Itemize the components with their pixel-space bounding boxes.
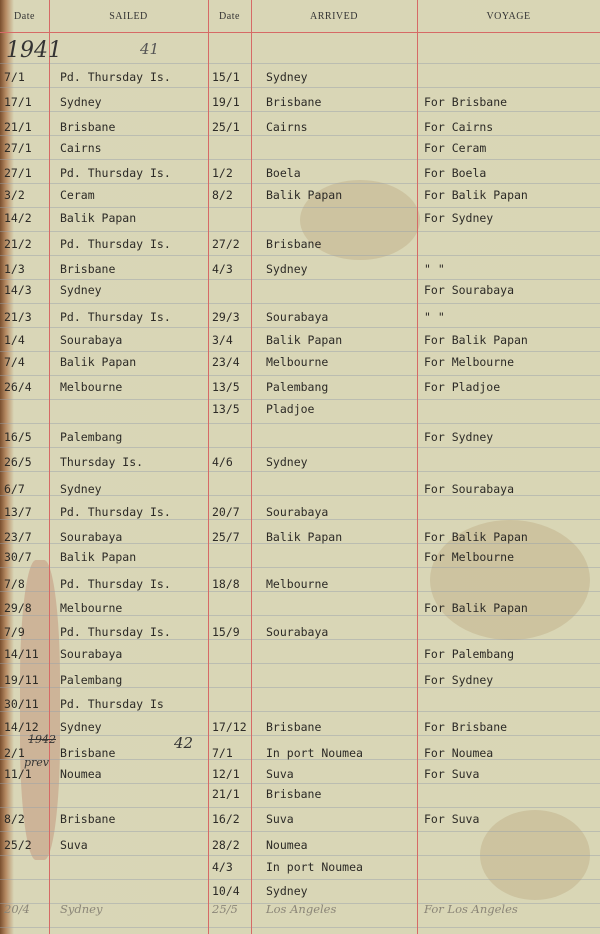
cell-date-a: 15/1	[212, 70, 240, 84]
cell-voyage: For Noumea	[424, 746, 494, 760]
cell-date-s: 17/1	[4, 95, 32, 109]
cell-voyage: For Suva	[424, 767, 480, 781]
cell-date-a: 4/3	[212, 860, 233, 874]
cell-date-s: 2/1	[4, 746, 25, 760]
cell-date-s: 27/1	[4, 141, 32, 155]
cell-arrived: Sourabaya	[266, 310, 329, 324]
cell-date-a: 27/2	[212, 237, 240, 251]
cell-date-a: 13/5	[212, 402, 240, 416]
cell-date-a: 23/4	[212, 355, 240, 369]
cell-date-a: 28/2	[212, 838, 240, 852]
cell-voyage: For Suva	[424, 812, 480, 826]
cell-date-s: 19/11	[4, 673, 39, 687]
cell-voyage: " "	[424, 310, 445, 324]
cell-arrived: In port Noumea	[266, 746, 363, 760]
cell-date-a: 25/7	[212, 530, 240, 544]
cell-arrived: Brisbane	[266, 95, 322, 109]
cell-voyage: For Sourabaya	[424, 482, 515, 496]
cell-date-s: 29/8	[4, 601, 32, 615]
cell-sailed: Noumea	[60, 767, 102, 781]
cell-date-s: 13/7	[4, 505, 32, 519]
cell-sailed: Melbourne	[60, 380, 123, 394]
cell-date-s: 26/4	[4, 380, 32, 394]
cell-date-s: 21/3	[4, 310, 32, 324]
cell-sailed: Pd. Thursday Is	[60, 697, 164, 711]
cell-sailed: Balik Papan	[60, 355, 137, 369]
cell-arrived: Melbourne	[266, 355, 329, 369]
cell-sailed: Pd. Thursday Is.	[60, 505, 171, 519]
cell-date-a: 8/2	[212, 188, 233, 202]
cell-voyage: " "	[424, 262, 445, 276]
cell-arrived: Pladjoe	[266, 402, 315, 416]
cell-sailed: Brisbane	[60, 746, 116, 760]
header-date-arrived: Date	[219, 10, 240, 22]
cell-sailed: Pd. Thursday Is.	[60, 70, 171, 84]
cell-sailed: Balik Papan	[60, 211, 137, 225]
cell-date-s: 3/2	[4, 188, 25, 202]
cell-arrived: Cairns	[266, 120, 308, 134]
cell-voyage: For Cairns	[424, 120, 494, 134]
cell-date-a: 25/1	[212, 120, 240, 134]
cell-arrived: In port Noumea	[266, 860, 363, 874]
cell-date-s: 7/9	[4, 625, 25, 639]
cell-voyage: For Los Angeles	[424, 902, 518, 916]
cell-voyage: For Sydney	[424, 673, 494, 687]
cell-arrived: Balik Papan	[266, 333, 343, 347]
cell-date-s: 30/11	[4, 697, 39, 711]
cell-date-s: 16/5	[4, 430, 32, 444]
cell-date-s: 11/1	[4, 767, 32, 781]
cell-arrived: Suva	[266, 767, 294, 781]
cell-date-s: 1/4	[4, 333, 25, 347]
cell-arrived: Los Angeles	[266, 902, 337, 916]
cell-date-s: 21/2	[4, 237, 32, 251]
side-mark: 42	[174, 734, 194, 752]
cell-date-a: 20/7	[212, 505, 240, 519]
cell-voyage: For Brisbane	[424, 720, 508, 734]
year-1942: 1942	[28, 733, 56, 746]
cell-sailed: Sydney	[60, 95, 102, 109]
cell-sailed: Palembang	[60, 430, 123, 444]
cell-voyage: For Pladjoe	[424, 380, 501, 394]
cell-voyage: For Balik Papan	[424, 530, 528, 544]
cell-date-s: 25/2	[4, 838, 32, 852]
cell-arrived: Sydney	[266, 884, 308, 898]
margin-mark: 41	[140, 40, 160, 58]
cell-voyage: For Sourabaya	[424, 283, 515, 297]
cell-date-a: 18/8	[212, 577, 240, 591]
header-sailed: SAILED	[109, 10, 148, 22]
cell-date-a: 1/2	[212, 166, 233, 180]
cell-sailed: Palembang	[60, 673, 123, 687]
cell-date-s: 8/2	[4, 812, 25, 826]
cell-voyage: For Brisbane	[424, 95, 508, 109]
cell-date-a: 19/1	[212, 95, 240, 109]
header-voyage: VOYAGE	[486, 10, 531, 22]
cell-voyage: For Melbourne	[424, 550, 515, 564]
cell-voyage: For Boela	[424, 166, 487, 180]
cell-sailed: Ceram	[60, 188, 95, 202]
cell-date-a: 25/5	[212, 902, 238, 916]
cell-arrived: Sydney	[266, 262, 308, 276]
cell-date-s: 7/1	[4, 70, 25, 84]
cell-date-a: 17/12	[212, 720, 247, 734]
cell-arrived: Sydney	[266, 70, 308, 84]
prev-note: prev	[24, 756, 50, 769]
cell-arrived: Sydney	[266, 455, 308, 469]
cell-date-a: 13/5	[212, 380, 240, 394]
cell-date-s: 27/1	[4, 166, 32, 180]
header-arrived: ARRIVED	[310, 10, 358, 22]
cell-sailed: Brisbane	[60, 120, 116, 134]
cell-sailed: Sourabaya	[60, 647, 123, 661]
header-date-sailed: Date	[14, 10, 35, 22]
cell-voyage: For Ceram	[424, 141, 487, 155]
cell-voyage: For Sydney	[424, 211, 494, 225]
cell-arrived: Noumea	[266, 838, 308, 852]
cell-sailed: Sourabaya	[60, 333, 123, 347]
cell-arrived: Melbourne	[266, 577, 329, 591]
cell-voyage: For Palembang	[424, 647, 515, 661]
cell-sailed: Pd. Thursday Is.	[60, 310, 171, 324]
cell-date-s: 1/3	[4, 262, 25, 276]
cell-voyage: For Balik Papan	[424, 333, 528, 347]
cell-arrived: Brisbane	[266, 787, 322, 801]
cell-sailed: Brisbane	[60, 262, 116, 276]
cell-sailed: Sydney	[60, 482, 102, 496]
year-1941: 1941	[6, 38, 62, 63]
cell-date-a: 3/4	[212, 333, 233, 347]
cell-date-s: 7/4	[4, 355, 25, 369]
cell-date-s: 20/4	[4, 902, 30, 916]
cell-voyage: For Melbourne	[424, 355, 515, 369]
cell-sailed: Cairns	[60, 141, 102, 155]
cell-sailed: Sydney	[60, 720, 102, 734]
cell-date-s: 23/7	[4, 530, 32, 544]
cell-date-a: 4/3	[212, 262, 233, 276]
cell-arrived: Brisbane	[266, 720, 322, 734]
cell-sailed: Pd. Thursday Is.	[60, 237, 171, 251]
cell-arrived: Balik Papan	[266, 530, 343, 544]
cell-sailed: Pd. Thursday Is.	[60, 577, 171, 591]
cell-date-s: 21/1	[4, 120, 32, 134]
cell-arrived: Boela	[266, 166, 301, 180]
cell-date-a: 10/4	[212, 884, 240, 898]
cell-sailed: Brisbane	[60, 812, 116, 826]
cell-arrived: Palembang	[266, 380, 329, 394]
cell-date-s: 7/8	[4, 577, 25, 591]
cell-date-s: 14/3	[4, 283, 32, 297]
cell-date-a: 16/2	[212, 812, 240, 826]
cell-date-s: 14/2	[4, 211, 32, 225]
cell-arrived: Sourabaya	[266, 625, 329, 639]
cell-sailed: Balik Papan	[60, 550, 137, 564]
cell-sailed: Sydney	[60, 902, 103, 916]
cell-sailed: Pd. Thursday Is.	[60, 166, 171, 180]
cell-date-s: 14/11	[4, 647, 39, 661]
cell-sailed: Melbourne	[60, 601, 123, 615]
cell-date-s: 6/7	[4, 482, 25, 496]
cell-date-a: 7/1	[212, 746, 233, 760]
cell-date-s: 30/7	[4, 550, 32, 564]
cell-voyage: For Balik Papan	[424, 188, 528, 202]
cell-sailed: Suva	[60, 838, 88, 852]
cell-sailed: Thursday Is.	[60, 455, 144, 469]
cell-date-s: 14/12	[4, 720, 39, 734]
cell-sailed: Sydney	[60, 283, 102, 297]
cell-arrived: Balik Papan	[266, 188, 343, 202]
cell-voyage: For Balik Papan	[424, 601, 528, 615]
cell-arrived: Brisbane	[266, 237, 322, 251]
cell-date-a: 29/3	[212, 310, 240, 324]
cell-date-a: 15/9	[212, 625, 240, 639]
cell-sailed: Sourabaya	[60, 530, 123, 544]
cell-date-a: 12/1	[212, 767, 240, 781]
cell-sailed: Pd. Thursday Is.	[60, 625, 171, 639]
cell-arrived: Sourabaya	[266, 505, 329, 519]
cell-voyage: For Sydney	[424, 430, 494, 444]
cell-date-s: 26/5	[4, 455, 32, 469]
cell-date-a: 4/6	[212, 455, 233, 469]
cell-date-a: 21/1	[212, 787, 240, 801]
cell-arrived: Suva	[266, 812, 294, 826]
